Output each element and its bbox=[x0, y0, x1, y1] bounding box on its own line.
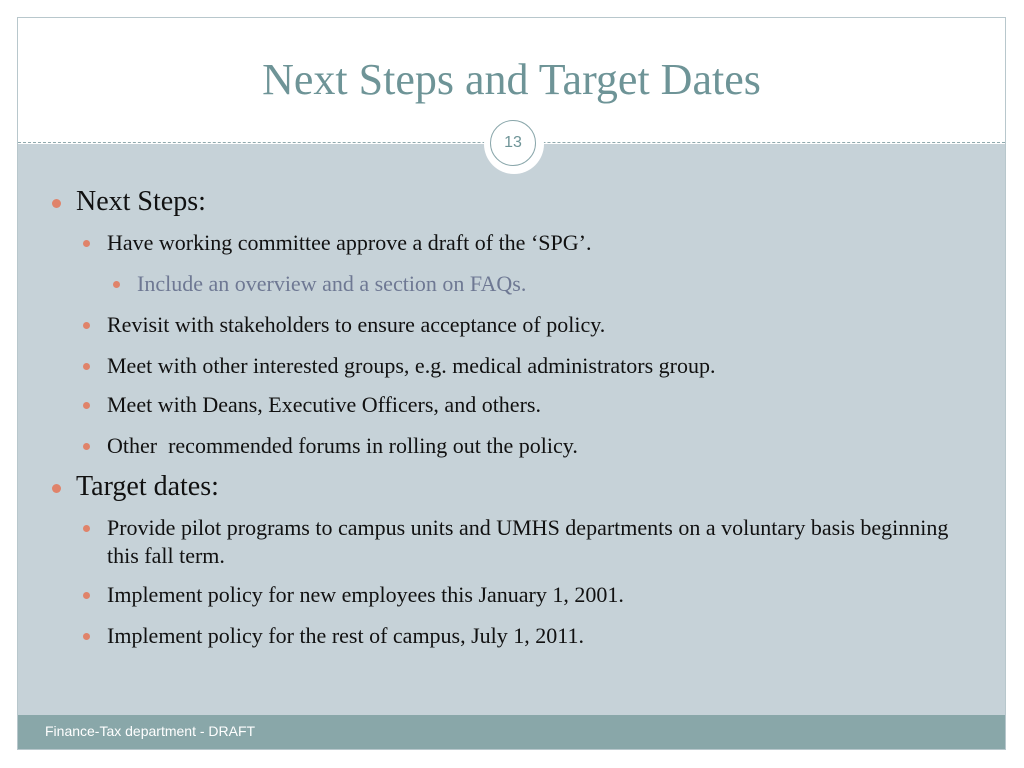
footer-text: Finance-Tax department - DRAFT bbox=[45, 723, 256, 739]
list-item bbox=[50, 391, 970, 419]
page-number: 13 bbox=[490, 120, 536, 166]
list-item bbox=[50, 185, 970, 219]
bullet-icon bbox=[83, 525, 90, 532]
list-item bbox=[50, 270, 970, 298]
slide bbox=[17, 17, 1006, 750]
bullet-icon bbox=[83, 240, 90, 247]
slide-title: Next Steps and Target Dates bbox=[262, 55, 761, 104]
list-item-text: Provide pilot programs to campus units and UMHS departments on a voluntary basis beginning this fall term. bbox=[107, 515, 949, 568]
page-number-badge bbox=[484, 114, 544, 174]
list-item-text: Meet with Deans, Executive Officers, and others. bbox=[107, 392, 541, 417]
list-item bbox=[50, 311, 970, 339]
list-item-text: Revisit with stakeholders to ensure acceptance of policy. bbox=[107, 312, 606, 337]
bullet-icon bbox=[52, 484, 61, 493]
list-item-text: Meet with other interested groups, e.g. medical administrators group. bbox=[107, 353, 716, 378]
list-item-text: Have working committee approve a draft of the ‘SPG’. bbox=[107, 230, 592, 255]
section-heading-next-steps: Next Steps: bbox=[76, 186, 206, 217]
list-item-text: Implement policy for the rest of campus, July 1, 2011. bbox=[107, 623, 584, 648]
list-item-text: Other recommended forums in rolling out the policy. bbox=[107, 433, 578, 458]
list-item bbox=[50, 514, 970, 570]
bullet-icon bbox=[83, 363, 90, 370]
bullet-list bbox=[50, 183, 970, 650]
list-item bbox=[50, 581, 970, 609]
slide-footer bbox=[18, 715, 1005, 750]
section-heading-target-dates: Target dates: bbox=[76, 471, 219, 502]
bullet-icon bbox=[52, 199, 61, 208]
list-item bbox=[50, 229, 970, 257]
bullet-icon bbox=[83, 633, 90, 640]
bullet-icon bbox=[83, 443, 90, 450]
list-item-text: Implement policy for new employees this January 1, 2001. bbox=[107, 582, 624, 607]
bullet-icon bbox=[113, 281, 120, 288]
bullet-icon bbox=[83, 322, 90, 329]
list-item-text: Include an overview and a section on FAQs. bbox=[137, 271, 527, 296]
list-item bbox=[50, 622, 970, 650]
bullet-icon bbox=[83, 402, 90, 409]
list-item bbox=[50, 352, 970, 380]
bullet-icon bbox=[83, 592, 90, 599]
list-item bbox=[50, 470, 970, 504]
list-item bbox=[50, 432, 970, 460]
